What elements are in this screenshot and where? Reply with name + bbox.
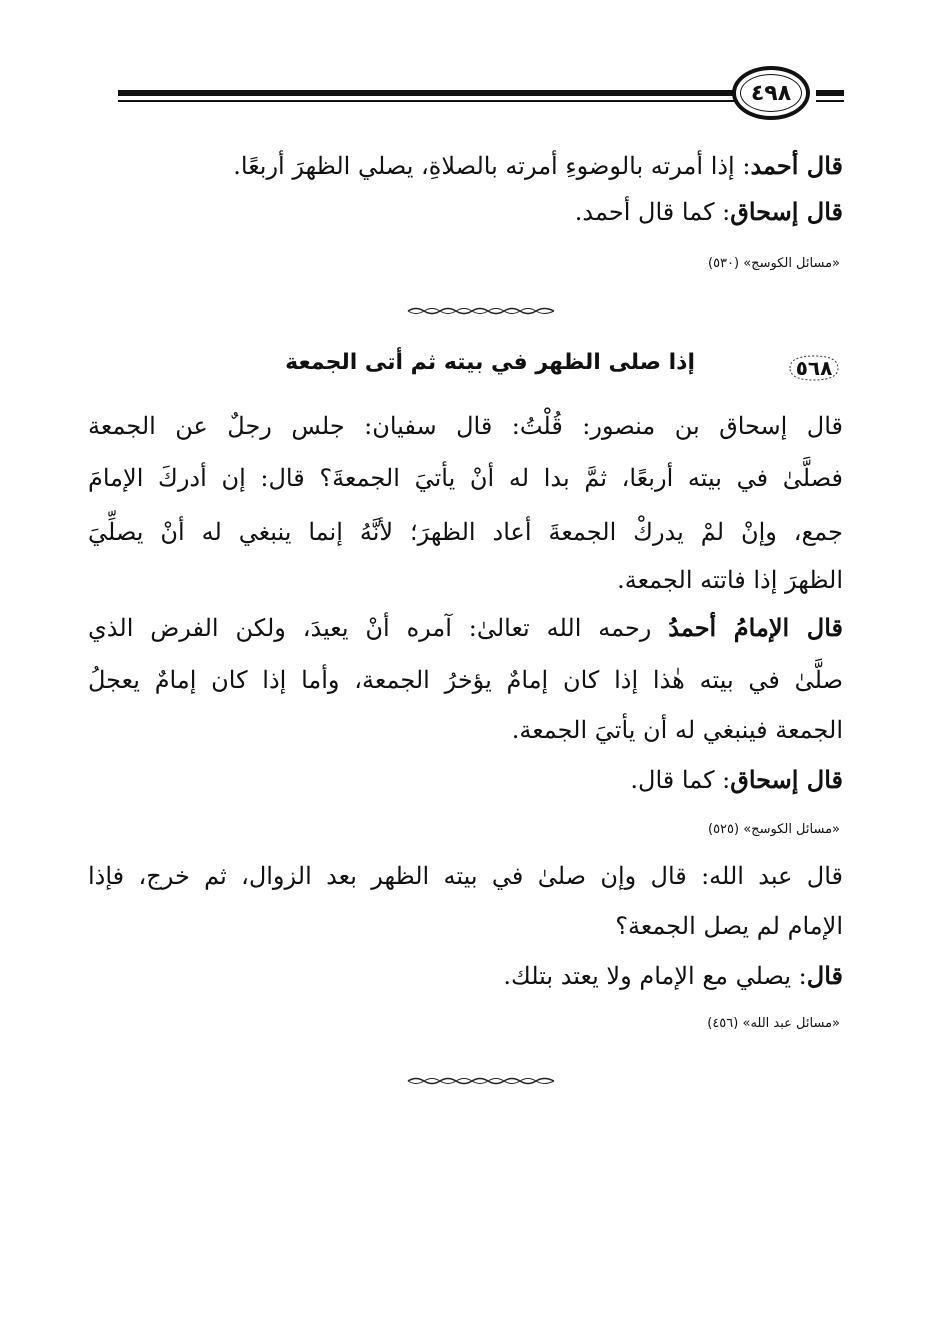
header-rule-right-thin — [816, 100, 844, 102]
line-text: رحمه الله تعالىٰ: آمره أنْ يعيدَ، ولكن الفرض الذي — [88, 614, 669, 642]
text-line — [575, 198, 843, 227]
text-line: قال إسحاق بن منصور: قُلْتُ: قال سفيان: جلس رجلٌ عن الجمعة — [88, 412, 843, 440]
text-line: الظهرَ إذا فاتته الجمعة. — [617, 566, 843, 594]
speaker-label: قال إسحاق — [730, 765, 843, 794]
line-text: : إذا أمرته بالوضوءِ أمرته بالصلاةِ، يصلي الظهرَ أربعًا. — [233, 152, 751, 180]
source-citation: «مسائل الكوسج» (٥٣٠) — [707, 256, 840, 271]
text-line — [503, 962, 843, 991]
section-title: إذا صلى الظهر في بيته ثم أتى الجمعة — [285, 350, 695, 375]
page-number: ٤٩٨ — [750, 80, 792, 106]
speaker-label: قال — [806, 961, 843, 990]
text-line — [630, 766, 843, 795]
speaker-label: قال إسحاق — [730, 197, 843, 226]
text-line: صلَّىٰ في بيته هٰذا إذا كان إمامٌ يؤخرُ الجمعة، وأما إذا كان إمامٌ يعجلُ — [88, 666, 843, 694]
line-text: : كما قال أحمد. — [574, 198, 731, 226]
ornament-divider — [406, 306, 556, 316]
text-line — [88, 614, 843, 643]
text-line: جمع، وإنْ لمْ يدركْ الجمعةَ أعاد الظهرَ؛ لأنَّهُ إنما ينبغي له أنْ يصلِّيَ — [88, 518, 843, 546]
header-rule — [118, 90, 740, 96]
section-number-badge — [784, 352, 844, 384]
text-line — [233, 152, 843, 181]
text-line: قال عبد الله: قال وإن صلىٰ في بيته الظهر بعد الزوال، ثم خرج، فإذا — [88, 862, 843, 890]
text-line: الجمعة فينبغي له أن يأتيَ الجمعة. — [511, 716, 843, 744]
line-text: : يصلي مع الإمام ولا يعتد بتلك. — [503, 962, 807, 990]
ornament-divider — [406, 1076, 556, 1086]
text-line: الإمام لم يصل الجمعة؟ — [615, 912, 843, 940]
header-rule-thin — [118, 100, 740, 102]
speaker-label: قال أحمد — [750, 151, 843, 180]
section-number: ٥٦٨ — [795, 356, 833, 380]
source-citation: «مسائل عبد الله» (٤٥٦) — [707, 1016, 840, 1031]
text-line: فصلَّىٰ في بيته أربعًا، ثمَّ بدا له أنْ يأتيَ الجمعةَ؟ قال: إن أدركَ الإمامَ — [88, 464, 843, 492]
page-number-badge — [732, 66, 810, 120]
page-header — [118, 62, 844, 124]
source-citation: «مسائل الكوسج» (٥٢٥) — [707, 822, 840, 837]
line-text: : كما قال. — [630, 766, 731, 794]
header-rule-right — [816, 90, 844, 96]
speaker-label: قال الإمامُ أحمدُ — [668, 613, 843, 642]
